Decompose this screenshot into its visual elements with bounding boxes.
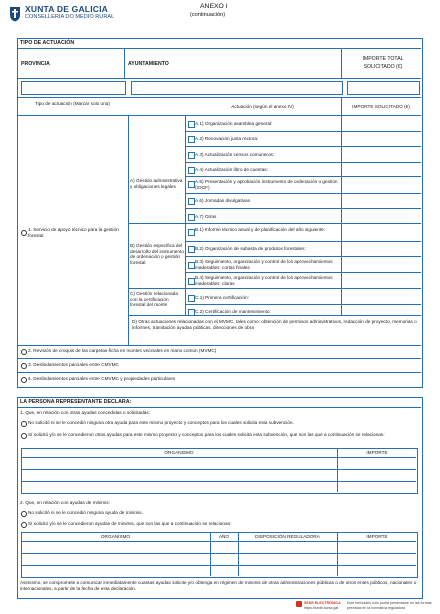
groupA-label: A) Gestión administrativa y obligaciones legales [130,178,183,189]
t2-col-organismo: ORGANISMO [100,534,131,539]
a4-label: A.4) Actualización libro de cuentas: [195,167,268,172]
footer-url[interactable]: https://sede.xunta.gal [304,606,339,610]
closing-text: Asimismo, se compromete a comunicar inmediatamente cuantas ayudas solicite y/o obtenga en régimen de minimis de otras administraciones públicas o de otros entes públicos, nacionales o internacionales, a partir de la fecha de esta declaración. [20,580,417,591]
a2-label: A.2) Renovación junta rectora: [195,136,259,141]
a3-label: A.3) Actualización censos comuneros: [195,152,275,157]
b3-label: B.3) Seguimiento, organización y control de los aprovechamientos maderables: cortas finales [195,259,333,270]
brand-subtitle: CONSELLERÍA DO MEDIO RURAL [25,14,115,20]
t1-col-importe: IMPORTE [366,450,388,455]
groupC-label: C) Gestión relacionada con la certificación forestal del monte [130,291,178,308]
t2-col-disposicion: DISPOSICIÓN REGULADORA [255,534,320,539]
declara-section-title: LA PERSONA REPRESENTANTE DECLARA: [20,399,132,405]
groupB-label: B) Gestión específica del desarrollo del instrumento de ordenación o gestión forestal [130,243,184,265]
tipo-section-title: TIPO DE ACTUACIÓN [20,40,75,46]
a7-label: A.7) Otras [195,214,217,219]
q1b-text: Sí solicitó y/o se le concedieron otras ayudas para este mismo proyecto y conceptos para los cuales solicita esta subvención, que son las que a continuación se relacionan: [28,432,385,437]
opt4-label: 4. Deslindamientos parciales entre CMVMC y propiedades particulares [28,376,176,381]
check-a1[interactable] [188,121,195,128]
col-ayuntamiento: AYUNTAMIENTO [128,61,169,67]
b4-label: B.4) Seguimiento, organización y control de los aprovechamientos maderables: claras [195,275,333,286]
opt2-label: 2. Revisión de croquis de las carpetas-ficha en montes vecinales en mano común (MVMC) [28,348,217,353]
sede-logo-icon [296,601,302,607]
q1a-text: No solicitó ni se le concedió ninguna otra ayuda para este mismo proyecto y conceptos para los cuales solicita esta subvención. [28,420,294,425]
check-b4[interactable] [188,278,195,285]
q2a-text: No solicitó ni se le concedió ninguna ayuda de minimis. [28,510,143,515]
col-importe-total: IMPORTE TOTAL SOLICITADO (€) [362,56,404,70]
c2-label: C.2) Certificación de mantenimiento: [195,309,271,314]
radio-q2b[interactable] [21,522,27,528]
t1-col-organismo: ORGANISMO [164,450,194,455]
check-a7[interactable] [188,214,195,221]
check-b2[interactable] [188,246,195,253]
check-a2[interactable] [188,136,195,143]
header-tipo: Tipo de actuación (Marcar solo una) [35,101,110,106]
opt3-label: 3. Deslindamientos parciales entre CMVMC [28,362,119,367]
q1-text: 1. Que, en relación con otras ayudas concedidas o solicitadas: [20,410,151,415]
col-provincia: PROVINCIA [21,61,50,67]
brand-title: XUNTA DE GALICIA [25,4,109,14]
annex-continuation: (continuación) [190,12,226,18]
a6-label: A.6) Jornadas divulgativas [195,198,250,203]
annex-title: ANEXO I [200,3,228,10]
footer-note: Este formulario sólo podrá presentarse en las formas previstas en la normativa reguladora [347,601,432,610]
check-a6[interactable] [188,198,195,205]
radio-q1a[interactable] [21,421,27,427]
footer-sede: SEDE ELECTRÓNICA [304,601,341,605]
b1-label: B.1) Informe técnico anual y de planificación del año siguiente: [195,227,326,232]
header-importe: IMPORTE SOLICITADO (€) [352,104,410,109]
check-c1[interactable] [188,295,195,302]
check-b3[interactable] [188,262,195,269]
check-a4[interactable] [188,167,195,174]
check-b1[interactable] [188,229,195,236]
radio-opt4[interactable] [21,377,27,383]
d-label: D) Otras actuaciones relacionadas con el MVMC, tales como: obtención de permisos administrativos, redacción de proyecto, memorias o informes, tramitación ayudas públicas, direcciones de obra [132,319,417,330]
q2b-text: Sí solicitó y/o se le concedieron ayudas de minimis, que son las que a continuación se relacionan: [28,521,232,526]
q2-text: 2. Que, en relación con ayudas de minimis: [20,500,110,505]
radio-opt3[interactable] [21,363,27,369]
a1-label: A.1) Organización asamblea general: [195,121,273,126]
check-a3[interactable] [188,152,195,159]
importe-total-input[interactable] [347,81,420,95]
check-a5[interactable] [188,181,195,188]
opt1-label: 1. Servicio de apoyo técnico para la gestión forestal [28,227,119,238]
radio-opt2[interactable] [21,349,27,355]
c1-label: C.1) Primera certificación: [195,295,249,300]
ayuntamiento-input[interactable] [131,81,343,95]
t2-col-anio: AÑO [218,534,230,539]
radio-q2a[interactable] [21,511,27,517]
radio-q1b[interactable] [21,433,27,439]
provincia-input[interactable] [21,81,126,95]
b2-label: B.2) Organización de subasta de produtos forestales: [195,246,306,251]
header-actuacion: Actuación (según el anexo IV) [231,104,294,109]
radio-opt1[interactable] [21,230,27,236]
t2-col-importe: IMPORTE [366,534,388,539]
xunta-shield-icon [9,6,21,22]
a5-label: A.5) Presentación y aprobación instrumento de ordenación o gestión (IOGF) [195,179,338,190]
